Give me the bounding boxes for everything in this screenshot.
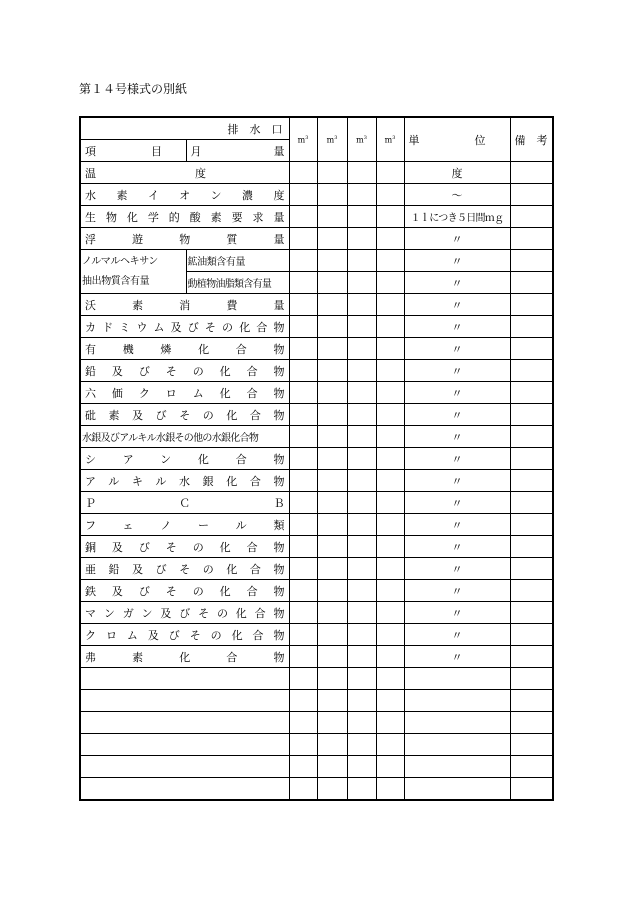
table-row: [80, 404, 553, 426]
value-cell: [317, 712, 347, 734]
value-cell: [347, 778, 376, 801]
value-cell: [317, 778, 347, 801]
hexane-group-label-line2: 抽出物質含有量: [82, 275, 150, 287]
value-cell: [317, 536, 347, 558]
value-cell: [317, 316, 347, 338]
value-cell: [317, 294, 347, 316]
table-row: [80, 580, 553, 602]
item-name: フェノール類: [80, 514, 289, 536]
unit-cell: 〃: [404, 228, 510, 250]
table-row: [80, 448, 553, 470]
blank-row: [80, 778, 553, 801]
value-cell: [376, 602, 404, 624]
table-row: [80, 184, 553, 206]
value-cell: [376, 470, 404, 492]
unit-cell: 〃: [404, 558, 510, 580]
value-cell: [317, 624, 347, 646]
value-cell: [347, 536, 376, 558]
value-cell: [376, 646, 404, 668]
unit-cell: １ｌにつき５日間ｍｇ: [404, 206, 510, 228]
unit-cell: 〃: [404, 536, 510, 558]
header-row-outlet: [80, 117, 553, 140]
item-label: 項 目: [80, 140, 186, 162]
blank-item-cell: [80, 778, 289, 801]
value-cell: [317, 690, 347, 712]
value-cell: [317, 734, 347, 756]
item-name: 沃素消費量: [80, 294, 289, 316]
item-name: 生物化学的酸素要求量: [80, 206, 289, 228]
value-cell: [376, 536, 404, 558]
value-cell: [289, 250, 317, 272]
value-cell: [317, 668, 347, 690]
item-name: クロム及びその化合物: [80, 624, 289, 646]
value-cell: [317, 360, 347, 382]
value-cell: [404, 690, 510, 712]
item-name: 浮遊物質量: [80, 228, 289, 250]
value-cell: [289, 536, 317, 558]
value-cell: [376, 250, 404, 272]
value-cell: [376, 712, 404, 734]
value-cell: [347, 184, 376, 206]
value-cell: [347, 602, 376, 624]
value-cell: [347, 162, 376, 184]
value-cell: [510, 712, 553, 734]
unit-cell: 〃: [404, 360, 510, 382]
amount-label: 量: [273, 144, 285, 158]
value-cell: [347, 712, 376, 734]
value-cell: [376, 756, 404, 778]
value-cell: [347, 338, 376, 360]
value-cell: [317, 470, 347, 492]
blank-item-cell: [80, 690, 289, 712]
value-cell: [347, 734, 376, 756]
value-cell: [289, 646, 317, 668]
table-row: [80, 228, 553, 250]
value-cell: [510, 184, 553, 206]
unit-cell: 〃: [404, 448, 510, 470]
item-name: 亜鉛及びその化合物: [80, 558, 289, 580]
value-cell: [347, 206, 376, 228]
value-cell: [289, 316, 317, 338]
value-cell: [510, 294, 553, 316]
value-cell: [510, 580, 553, 602]
item-name: 六価クロム化合物: [80, 382, 289, 404]
value-cell: [347, 690, 376, 712]
value-cell: [289, 382, 317, 404]
value-cell: [289, 228, 317, 250]
item-name: シアン化合物: [80, 448, 289, 470]
value-cell: [510, 448, 553, 470]
table-row: [80, 382, 553, 404]
unit-cell: 〃: [404, 646, 510, 668]
value-cell: [289, 492, 317, 514]
value-cell: [317, 448, 347, 470]
table-row: [80, 470, 553, 492]
value-cell: [510, 778, 553, 801]
item-name: 有機燐化合物: [80, 338, 289, 360]
value-cell: [347, 470, 376, 492]
table-row: [80, 602, 553, 624]
unit-cell: ～: [404, 184, 510, 206]
value-cell: [317, 228, 347, 250]
value-cell: [289, 624, 317, 646]
unit-cell: 〃: [404, 338, 510, 360]
table-row: [80, 294, 553, 316]
unit-cell: 〃: [404, 382, 510, 404]
value-cell: [347, 294, 376, 316]
value-cell: [510, 316, 553, 338]
value-cell: [317, 184, 347, 206]
value-cell: [289, 272, 317, 294]
blank-row: [80, 712, 553, 734]
value-cell: [510, 646, 553, 668]
table-row: [80, 426, 553, 448]
value-cell: [347, 756, 376, 778]
blank-row: [80, 668, 553, 690]
blank-item-cell: [80, 668, 289, 690]
value-cell: [289, 712, 317, 734]
value-cell: [376, 162, 404, 184]
unit-cell: 〃: [404, 580, 510, 602]
value-cell: [376, 448, 404, 470]
value-cell: [376, 206, 404, 228]
item-name: カドミウム及びその化合物: [80, 316, 289, 338]
value-cell: [289, 404, 317, 426]
blank-row: [80, 690, 553, 712]
table-row: [80, 338, 553, 360]
value-cell: [404, 756, 510, 778]
value-cell: [347, 404, 376, 426]
value-cell: [317, 206, 347, 228]
table-row: [80, 162, 553, 184]
value-cell: [510, 536, 553, 558]
mineral-oil-label: 鉱油類含有量: [186, 250, 289, 272]
value-cell: [376, 734, 404, 756]
value-cell: [289, 580, 317, 602]
unit-cell: 〃: [404, 404, 510, 426]
form-title: 第１４号様式の別紙: [79, 82, 188, 96]
value-cell: [376, 690, 404, 712]
value-cell: [376, 558, 404, 580]
item-name: 水素イオン濃度: [80, 184, 289, 206]
unit-cell: 〃: [404, 470, 510, 492]
table-row: [80, 558, 553, 580]
table-row: [80, 360, 553, 382]
value-cell: [317, 558, 347, 580]
hexane-group-label: [80, 250, 186, 294]
value-cell: [289, 338, 317, 360]
unit-cell: 〃: [404, 316, 510, 338]
value-cell: [347, 382, 376, 404]
unit-cell: 〃: [404, 250, 510, 272]
value-cell: [317, 162, 347, 184]
value-cell: [376, 184, 404, 206]
unit-cell: 〃: [404, 624, 510, 646]
value-cell: [376, 514, 404, 536]
unit-cell: 〃: [404, 294, 510, 316]
value-cell: [289, 734, 317, 756]
value-cell: [510, 338, 553, 360]
item-name: 動植物油脂類含有量: [186, 272, 289, 294]
value-cell: [289, 690, 317, 712]
value-cell: [317, 250, 347, 272]
value-cell: [376, 624, 404, 646]
item-name: マンガン及びその化合物: [80, 602, 289, 624]
blank-item-cell: [80, 756, 289, 778]
value-cell: [347, 514, 376, 536]
unit-cell: 〃: [404, 602, 510, 624]
value-cell: [510, 360, 553, 382]
value-cell: [510, 404, 553, 426]
unit-header-1: $m^3$: [289, 117, 317, 162]
table-row: [80, 514, 553, 536]
value-cell: [510, 470, 553, 492]
blank-row: [80, 756, 553, 778]
value-cell: [317, 492, 347, 514]
value-cell: [376, 338, 404, 360]
value-cell: [510, 250, 553, 272]
item-name: 水銀及びアルキル水銀その他の水銀化合物: [80, 426, 289, 448]
item-name: ＰＣＢ: [80, 492, 289, 514]
item-name: 弗素化合物: [80, 646, 289, 668]
value-cell: [510, 668, 553, 690]
value-cell: [376, 404, 404, 426]
value-cell: [289, 184, 317, 206]
value-cell: [510, 206, 553, 228]
value-cell: [317, 580, 347, 602]
value-cell: [510, 602, 553, 624]
value-cell: [404, 712, 510, 734]
value-cell: [289, 294, 317, 316]
table-row: [80, 250, 553, 272]
value-cell: [317, 514, 347, 536]
value-cell: [317, 382, 347, 404]
value-cell: [376, 778, 404, 801]
value-cell: [289, 756, 317, 778]
value-cell: [376, 272, 404, 294]
item-name: 鉛及びその化合物: [80, 360, 289, 382]
table-row: [80, 536, 553, 558]
value-cell: [347, 624, 376, 646]
value-cell: [376, 316, 404, 338]
value-cell: [289, 448, 317, 470]
value-cell: [289, 470, 317, 492]
item-name: アルキル水銀化合物: [80, 470, 289, 492]
value-cell: [347, 580, 376, 602]
value-cell: [347, 360, 376, 382]
unit-header-4: $m^3$: [376, 117, 404, 162]
value-cell: [510, 492, 553, 514]
value-cell: [289, 558, 317, 580]
value-cell: [347, 426, 376, 448]
value-cell: [510, 756, 553, 778]
unit-header-2: $m^3$: [317, 117, 347, 162]
table-row: [80, 316, 553, 338]
value-cell: [289, 426, 317, 448]
value-cell: [376, 492, 404, 514]
hexane-group-label-line1: ノルマルヘキサン: [82, 255, 158, 267]
value-cell: [289, 514, 317, 536]
value-cell: [510, 162, 553, 184]
unit-header-3: $m^3$: [347, 117, 376, 162]
table-row: [80, 492, 553, 514]
value-cell: [289, 778, 317, 801]
value-cell: [317, 338, 347, 360]
value-cell: [376, 360, 404, 382]
value-cell: [317, 602, 347, 624]
value-cell: [289, 162, 317, 184]
remarks-column-header: 備 考: [510, 117, 553, 162]
item-name: 砒素及びその化合物: [80, 404, 289, 426]
month-label: 月: [190, 144, 202, 158]
value-cell: [510, 624, 553, 646]
unit-cell: 〃: [404, 514, 510, 536]
unit-cell: 〃: [404, 426, 510, 448]
unit-column-header: 単 位: [404, 117, 510, 162]
table-row: [80, 206, 553, 228]
value-cell: [347, 316, 376, 338]
value-cell: [317, 404, 347, 426]
value-cell: [376, 426, 404, 448]
value-cell: [376, 580, 404, 602]
outlet-label: 排 水 口: [80, 117, 289, 140]
blank-item-cell: [80, 734, 289, 756]
value-cell: [376, 228, 404, 250]
value-cell: [347, 250, 376, 272]
value-cell: [404, 778, 510, 801]
value-cell: [347, 668, 376, 690]
value-cell: [347, 558, 376, 580]
unit-cell: 〃: [404, 272, 510, 294]
value-cell: [510, 382, 553, 404]
value-cell: [289, 668, 317, 690]
value-cell: [347, 448, 376, 470]
value-cell: [317, 646, 347, 668]
item-name: 銅及びその化合物: [80, 536, 289, 558]
value-cell: [510, 426, 553, 448]
value-cell: [347, 646, 376, 668]
value-cell: [317, 756, 347, 778]
value-cell: [347, 272, 376, 294]
blank-item-cell: [80, 712, 289, 734]
value-cell: [317, 272, 347, 294]
value-cell: [404, 668, 510, 690]
item-name: 鉄及びその化合物: [80, 580, 289, 602]
blank-row: [80, 734, 553, 756]
value-cell: [347, 228, 376, 250]
table-row: [80, 624, 553, 646]
value-cell: [289, 602, 317, 624]
value-cell: [376, 382, 404, 404]
value-cell: [510, 514, 553, 536]
unit-cell: 度: [404, 162, 510, 184]
value-cell: [510, 558, 553, 580]
value-cell: [289, 206, 317, 228]
value-cell: [347, 492, 376, 514]
value-cell: [376, 668, 404, 690]
value-cell: [510, 228, 553, 250]
value-cell: [510, 734, 553, 756]
value-cell: [510, 272, 553, 294]
value-cell: [510, 690, 553, 712]
value-cell: [289, 360, 317, 382]
unit-cell: 〃: [404, 492, 510, 514]
table-row: [80, 646, 553, 668]
drainage-measurement-table: [79, 116, 554, 801]
value-cell: [404, 734, 510, 756]
month-amount-label: [186, 140, 289, 162]
item-name: 温 度: [80, 162, 289, 184]
value-cell: [376, 294, 404, 316]
value-cell: [317, 426, 347, 448]
